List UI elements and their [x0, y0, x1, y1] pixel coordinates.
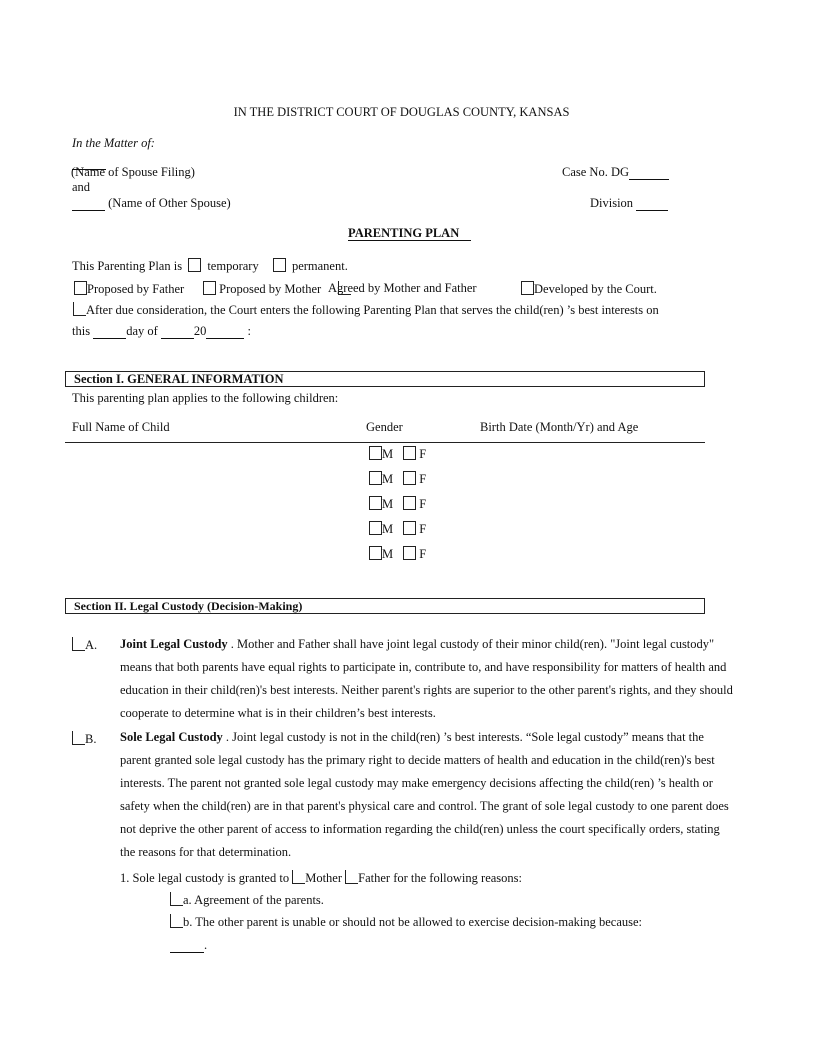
proposed-mother-checkbox[interactable]	[203, 281, 216, 295]
proposed-father-checkbox[interactable]	[74, 281, 87, 295]
female-checkbox[interactable]	[403, 471, 416, 485]
reason-b-checkbox[interactable]	[170, 914, 183, 928]
female-checkbox[interactable]	[403, 521, 416, 535]
court-entry-checkbox[interactable]	[73, 302, 86, 316]
proposed-father-label: Proposed by Father	[87, 282, 185, 296]
child-row	[369, 471, 426, 487]
agreed-label: Agreed by Mother and Father	[328, 281, 477, 295]
developed-court-checkbox[interactable]	[521, 281, 534, 295]
matter-label: In the Matter of:	[72, 136, 155, 150]
children-table-rule	[65, 442, 705, 443]
option-a	[72, 637, 97, 653]
female-checkbox[interactable]	[403, 546, 416, 560]
female-label: F	[419, 447, 427, 461]
sole-father-label: Father for the following reasons:	[358, 871, 522, 885]
sole-mother-checkbox[interactable]	[292, 870, 305, 884]
sole-custody-text: . Joint legal custody is not in the child(ren) ’s best interests. “Sole legal custody” means that the parent granted sole legal custody has the primary right to decide matters of health and education in the child(ren)'s best interests. The parent not granted sole legal custody may make emergency decisions affecting the child(ren) ’s health or safety when the child(ren) are in that parent's physical care and control. The grant of sole legal custody to one parent does not deprive the other parent of access to information regarding the child(ren) unless the court specifically orders, stating the reasons for that determination.	[120, 730, 729, 859]
child-row	[369, 446, 426, 462]
joint-custody-text: . Mother and Father shall have joint legal custody of their minor child(ren). "Joint legal custody" means that both parents have equal rights to participate in, contribute to, and have responsibility for matters of health and education in their child(ren)'s best interests. Neither parent's rights are superior to the other parent's rights, and they should cooperate to determine what is in their children’s best interests.	[120, 637, 733, 720]
spouse-filing-label: (Name of Spouse Filing)	[71, 165, 195, 179]
female-label: F	[419, 497, 427, 511]
reason-a-label: a. Agreement of the parents.	[183, 893, 324, 907]
male-label: M	[382, 497, 394, 511]
plan-type-row	[72, 258, 348, 274]
division	[590, 196, 668, 211]
reason-a	[170, 892, 324, 908]
proposed-mother	[203, 281, 321, 297]
male-label: M	[382, 522, 394, 536]
other-spouse-blank[interactable]	[72, 198, 105, 211]
child-row	[369, 546, 426, 562]
joint-custody-paragraph	[120, 633, 745, 725]
option-a-letter: A.	[85, 638, 98, 652]
reason-a-checkbox[interactable]	[170, 892, 183, 906]
reason-b-label: b. The other parent is unable or should not be allowed to exercise decision-making because:	[183, 915, 643, 929]
reason-b	[170, 914, 642, 930]
joint-custody-heading: Joint Legal Custody	[120, 637, 228, 651]
proposed-mother-label: Proposed by Mother	[219, 282, 322, 296]
reason-blank[interactable]	[170, 940, 204, 953]
agreed-checkbox[interactable]	[338, 281, 351, 295]
temporary-checkbox[interactable]	[188, 258, 201, 272]
col-gender: Gender	[366, 420, 403, 434]
male-label: M	[382, 547, 394, 561]
developed-court	[521, 281, 657, 297]
col-birth-date: Birth Date (Month/Yr) and Age	[480, 420, 639, 434]
day-blank[interactable]	[93, 326, 126, 339]
court-entry-text: After due consideration, the Court enters the following Parenting Plan that serves the child(ren) ’s best interests on	[86, 303, 659, 317]
court-title: IN THE DISTRICT COURT OF DOUGLAS COUNTY, KANSAS	[233, 105, 570, 119]
other-spouse-line	[72, 196, 231, 211]
male-checkbox[interactable]	[369, 471, 382, 485]
male-checkbox[interactable]	[369, 546, 382, 560]
date-line	[72, 324, 251, 339]
male-label: M	[382, 447, 394, 461]
division-label: Division	[590, 196, 634, 210]
sole-custody-heading: Sole Legal Custody	[120, 730, 223, 744]
permanent-label: permanent.	[291, 259, 348, 273]
sole-custody-paragraph	[120, 726, 738, 864]
case-number	[562, 165, 669, 180]
col-full-name: Full Name of Child	[72, 420, 170, 434]
month-blank[interactable]	[161, 326, 194, 339]
child-row	[369, 521, 426, 537]
sole-father-checkbox[interactable]	[345, 870, 358, 884]
section-1-header: Section I. GENERAL INFORMATION	[65, 371, 705, 387]
reason-end: .	[204, 938, 208, 952]
court-entry	[73, 302, 659, 318]
date-day-of: day of	[126, 324, 158, 338]
date-20: 20	[193, 324, 207, 338]
case-no-blank[interactable]	[629, 167, 669, 180]
sole-custody-checkbox[interactable]	[72, 731, 85, 745]
male-label: M	[382, 472, 394, 486]
section-2-header: Section II. Legal Custody (Decision-Making)	[65, 598, 705, 614]
other-spouse-label: (Name of Other Spouse)	[108, 196, 231, 210]
female-checkbox[interactable]	[403, 496, 416, 510]
division-blank[interactable]	[636, 198, 668, 211]
year-blank[interactable]	[206, 326, 244, 339]
option-b	[72, 731, 96, 747]
case-no-label: Case No. DG	[562, 165, 630, 179]
date-end: :	[247, 324, 252, 338]
agreed-checkbox-wrap	[338, 281, 351, 297]
male-checkbox[interactable]	[369, 446, 382, 460]
permanent-checkbox[interactable]	[273, 258, 286, 272]
children-intro: This parenting plan applies to the following children:	[72, 391, 339, 405]
proposed-father	[74, 281, 184, 297]
plan-title: PARENTING PLAN	[348, 226, 471, 241]
female-label: F	[419, 547, 427, 561]
temporary-label: temporary	[207, 259, 259, 273]
option-b-letter: B.	[85, 732, 97, 746]
date-this: this	[72, 324, 91, 338]
child-row	[369, 496, 426, 512]
sole-granted-line	[120, 870, 522, 886]
and-text: and	[72, 180, 91, 194]
male-checkbox[interactable]	[369, 496, 382, 510]
male-checkbox[interactable]	[369, 521, 382, 535]
plan-type-intro: This Parenting Plan is	[72, 259, 183, 273]
female-label: F	[419, 522, 427, 536]
sole-granted-label: 1. Sole legal custody is granted to	[120, 871, 290, 885]
joint-custody-checkbox[interactable]	[72, 637, 85, 651]
developed-court-label: Developed by the Court.	[534, 282, 657, 296]
sole-mother-label: Mother	[305, 871, 343, 885]
female-label: F	[419, 472, 427, 486]
reason-blank-line	[170, 938, 207, 953]
female-checkbox[interactable]	[403, 446, 416, 460]
